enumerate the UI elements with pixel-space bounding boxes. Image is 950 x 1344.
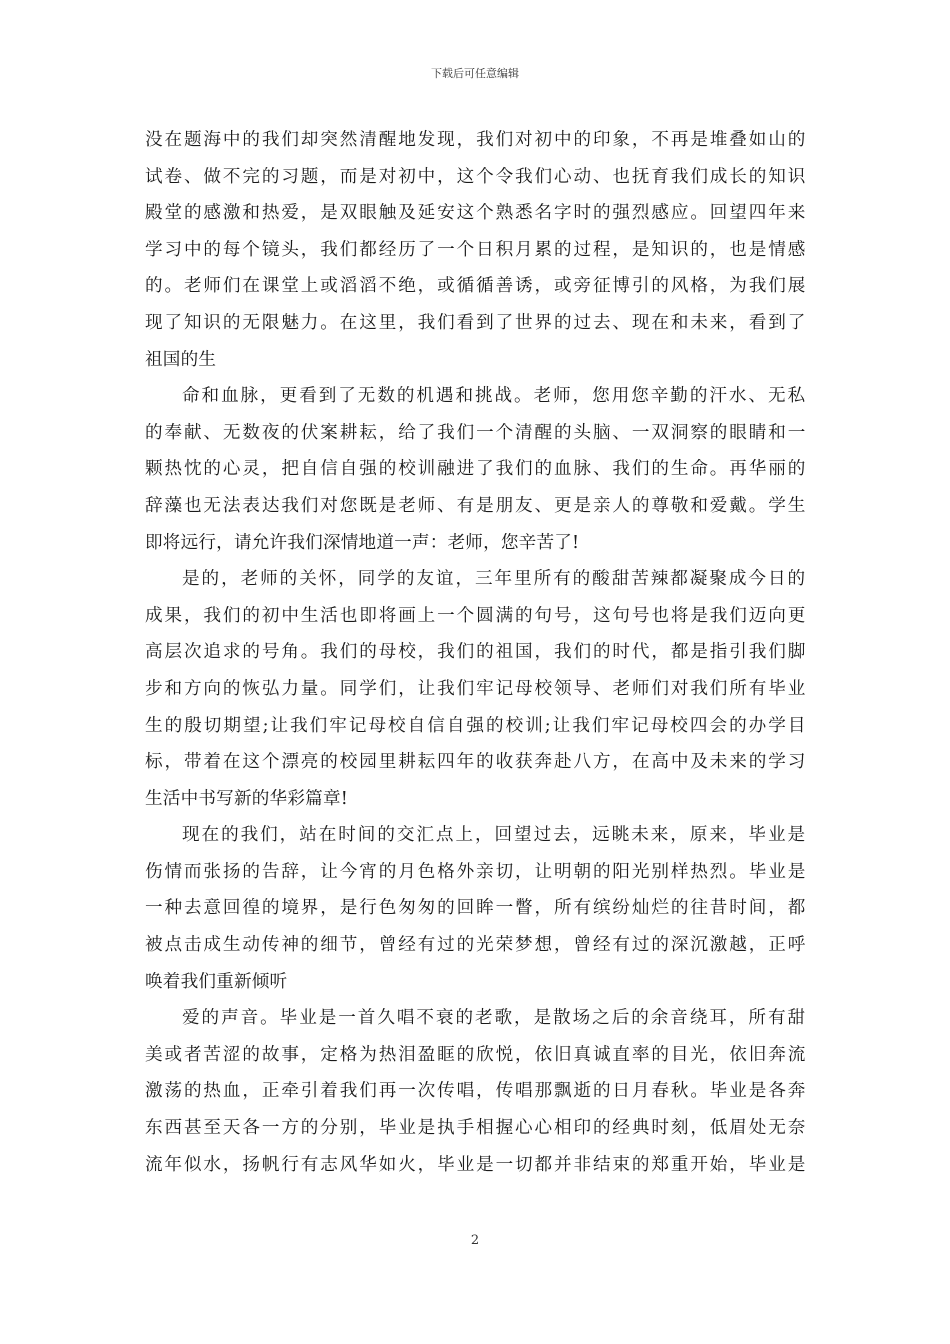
text-line: 颗热忱的心灵，把自信自强的校训融进了我们的血脉、我们的生命。再华丽的: [145, 459, 808, 480]
text-line: 现了知识的无限魅力。在这里，我们看到了世界的过去、现在和未来，看到了: [145, 312, 808, 333]
text-line: 东西甚至天各一方的分别，毕业是执手相握心心相印的经典时刻，低眉处无奈: [145, 1118, 808, 1139]
text-line: 高层次追求的号角。我们的母校，我们的祖国，我们的时代，都是指引我们脚: [145, 642, 808, 663]
text-line: 的奉献、无数夜的伏案耕耘，给了我们一个清醒的头脑、一双洞察的眼睛和一: [145, 422, 808, 443]
text-line: 学习中的每个镜头，我们都经历了一个日积月累的过程，是知识的，也是情感: [145, 239, 808, 260]
page-header: 下载后可任意编辑: [431, 67, 519, 80]
document-body: [145, 122, 807, 1183]
text-line: 唤着我们重新倾听: [145, 971, 288, 992]
text-line: 被点击成生动传神的细节，曾经有过的光荣梦想，曾经有过的深沉激越，正呼: [145, 935, 808, 956]
text-line: 试卷、做不完的习题，而是对初中，这个令我们心动、也抚育我们成长的知识: [145, 166, 808, 187]
text-line: 流年似水，扬帆行有志风华如火，毕业是一切都并非结束的郑重开始，毕业是: [145, 1154, 808, 1175]
text-line: 美或者苦涩的故事，定格为热泪盈眶的欣悦，依旧真诚直率的目光，依旧奔流: [145, 1044, 808, 1065]
text-line: 一种去意回徨的境界，是行色匆匆的回眸一瞥，所有缤纷灿烂的往昔时间，都: [145, 898, 808, 919]
text-line: 标，带着在这个漂亮的校园里耕耘四年的收获奔赴八方，在高中及未来的学习: [145, 752, 808, 773]
page-number: 2: [470, 1233, 480, 1248]
text-line: 的。老师们在课堂上或滔滔不绝，或循循善诱，或旁征博引的风格，为我们展: [145, 276, 808, 297]
text-line: 即将远行，请允许我们深情地道一声：老师，您辛苦了!: [145, 532, 580, 553]
text-line: 生的殷切期望;让我们牢记母校自信自强的校训;让我们牢记母校四会的办学目: [145, 715, 808, 736]
paragraph-first-line: 命和血脉，更看到了无数的机遇和挑战。老师，您用您辛勤的汗水、无私: [182, 386, 808, 407]
text-line: 辞藻也无法表达我们对您既是老师、有是朋友、更是亲人的尊敬和爱戴。学生: [145, 495, 808, 516]
paragraph-first-line: 爱的声音。毕业是一首久唱不衰的老歌，是散场之后的余音绕耳，所有甜: [182, 1008, 808, 1029]
text-line: 伤情而张扬的告辞，让今宵的月色格外亲切，让明朝的阳光别样热烈。毕业是: [145, 861, 808, 882]
paragraph-first-line: 现在的我们，站在时间的交汇点上，回望过去，远眺未来，原来，毕业是: [182, 825, 808, 846]
text-line: 祖国的生: [145, 349, 217, 370]
text-line: 生活中书写新的华彩篇章!: [145, 788, 349, 809]
text-line: 殿堂的感激和热爱，是双眼触及延安这个熟悉名字时的强烈感应。回望四年来: [145, 203, 808, 224]
text-line: 成果，我们的初中生活也即将画上一个圆满的句号，这句号也将是我们迈向更: [145, 605, 808, 626]
paragraph-first-line: 是的，老师的关怀，同学的友谊，三年里所有的酸甜苦辣都凝聚成今日的: [182, 569, 808, 590]
text-line: 步和方向的恢弘力量。同学们，让我们牢记母校领导、老师们对我们所有毕业: [145, 678, 808, 699]
text-line: 激荡的热血，正牵引着我们再一次传唱，传唱那飘逝的日月春秋。毕业是各奔: [145, 1081, 808, 1102]
text-line: 没在题海中的我们却突然清醒地发现，我们对初中的印象，不再是堆叠如山的: [145, 130, 808, 150]
